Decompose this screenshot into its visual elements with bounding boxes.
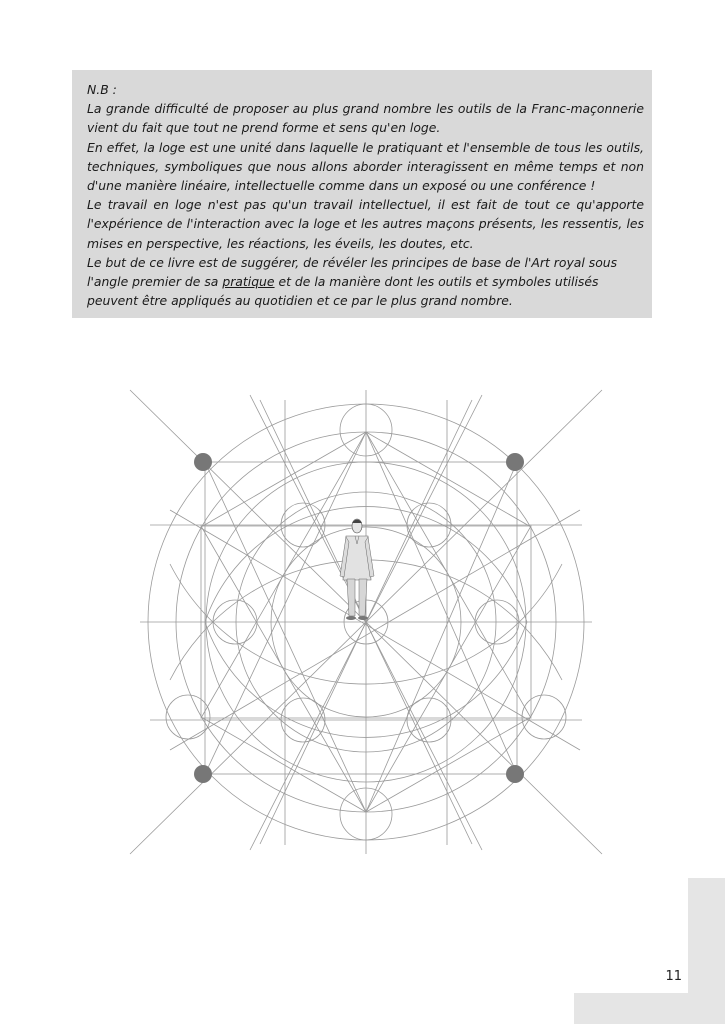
underlined-word: pratique [222, 274, 275, 290]
thumb-tab-bottom [574, 993, 688, 1024]
note-paragraph-2: En effet, la loge est une unité dans laquelle le pratiquant et l'ensemble de tous les outils, techniques, symboliques que nous allons aborder interagissent en même temps et non d'une manière linéaire, intellectuelle comme dans un exposé ou une conférence ! [87, 139, 644, 194]
line [366, 462, 517, 812]
note-heading: N.B : [87, 82, 117, 97]
small-circle [522, 695, 566, 739]
note-paragraph-3: Le travail en loge n'est pas qu'un travail intellectuel, il est fait de tout ce qu'apporte l'expérience de l'interaction avec la loge et les autres maçons présents, les ressentis, les mises en perspective, les réactions, les éveils, les doutes, etc. [87, 197, 644, 251]
corner-dot [506, 765, 524, 783]
small-circle [166, 695, 210, 739]
page-number: 11 [665, 969, 682, 984]
note-box [72, 70, 652, 318]
note-paragraph-4 [87, 253, 644, 311]
corner-dot [506, 453, 524, 471]
note-paragraph-4-end: et de la manière dont les outils et symboles utilisés peuvent être appliqués au quotidien et ce par le plus grand nombre. [87, 274, 599, 309]
note-paragraph-4-start: Le but de ce livre est de suggérer, de révéler les principes de base de l'Art royal sous l'angle premier de sa [87, 254, 618, 290]
sacred-geometry-diagram [110, 380, 622, 860]
note-paragraph-1: La grande difficulté de proposer au plus grand nombre les outils de la Franc-maçonnerie vient du fait que tout ne prend forme et sens qu'en loge. [87, 101, 644, 136]
corner-dot [194, 765, 212, 783]
line [205, 462, 366, 812]
thumb-tab-strip [688, 878, 725, 1024]
corner-dot [194, 453, 212, 471]
